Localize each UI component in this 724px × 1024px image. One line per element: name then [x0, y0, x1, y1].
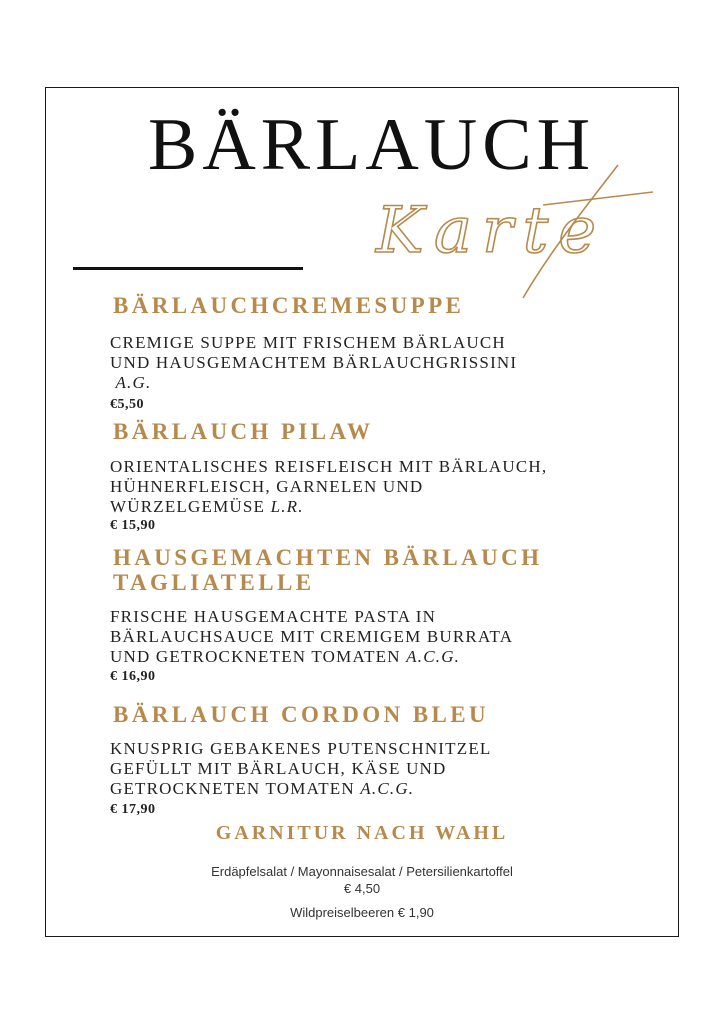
description-line: KNUSPRIG GEBAKENES PUTENSCHNITZEL: [110, 739, 492, 758]
description-line: FRISCHE HAUSGEMACHTE PASTA IN: [110, 607, 437, 626]
dish-price: € 16,90: [110, 669, 156, 684]
allergen-codes: A.C.G.: [360, 779, 415, 798]
dish-title-baerlauch-cordon-bleu: BÄRLAUCH CORDON BLEU: [113, 702, 489, 727]
description-line: UND HAUSGEMACHTEM BÄRLAUCHGRISSINI: [110, 353, 518, 372]
garnitur-extra: Wildpreiselbeeren € 1,90: [290, 905, 434, 920]
allergen-codes: A.G.: [115, 373, 152, 392]
menu-title: BÄRLAUCH: [148, 104, 596, 186]
description-line: ORIENTALISCHES REISFLEISCH MIT BÄRLAUCH,: [110, 457, 548, 476]
dish-price: €5,50: [110, 397, 144, 412]
dish-title-line: TAGLIATELLE: [113, 570, 315, 595]
description-line: CREMIGE SUPPE MIT FRISCHEM BÄRLAUCH: [110, 333, 506, 352]
dish-title-baerlauch-pilaw: BÄRLAUCH PILAW: [113, 419, 374, 444]
dish-description: [110, 739, 492, 799]
dish-price: € 17,90: [110, 802, 156, 817]
karte-script-word: Karte: [376, 194, 607, 268]
description-line: HÜHNERFLEISCH, GARNELEN UND: [110, 477, 424, 496]
description-line: GEFÜLLT MIT BÄRLAUCH, KÄSE UND: [110, 759, 447, 778]
description-line: GETROCKNETEN TOMATEN: [110, 779, 355, 798]
dish-description: [110, 333, 517, 393]
garnitur-options: Erdäpfelsalat / Mayonnaisesalat / Petersilienkartoffel: [211, 864, 513, 879]
dish-title-line: HAUSGEMACHTEN BÄRLAUCH: [113, 545, 543, 570]
garnitur-title: GARNITUR NACH WAHL: [215, 822, 509, 844]
description-line: WÜRZELGEMÜSE: [110, 497, 266, 516]
dish-price: € 15,90: [110, 518, 156, 533]
dish-description: [110, 457, 547, 517]
description-line: UND GETROCKNETEN TOMATEN: [110, 647, 401, 666]
title-divider: [73, 267, 303, 270]
dish-description: [110, 607, 513, 667]
description-line: BÄRLAUCHSAUCE MIT CREMIGEM BURRATA: [110, 627, 514, 646]
dish-title-hausgemachten-tagliatelle: [113, 545, 542, 595]
dish-title-baerlauchcremesuppe: BÄRLAUCHCREMESUPPE: [113, 293, 465, 318]
karte-script-text: [368, 160, 658, 300]
garnitur-options-price: € 4,50: [343, 881, 381, 896]
allergen-codes: A.C.G.: [406, 647, 461, 666]
allergen-codes: L.R.: [270, 497, 304, 516]
